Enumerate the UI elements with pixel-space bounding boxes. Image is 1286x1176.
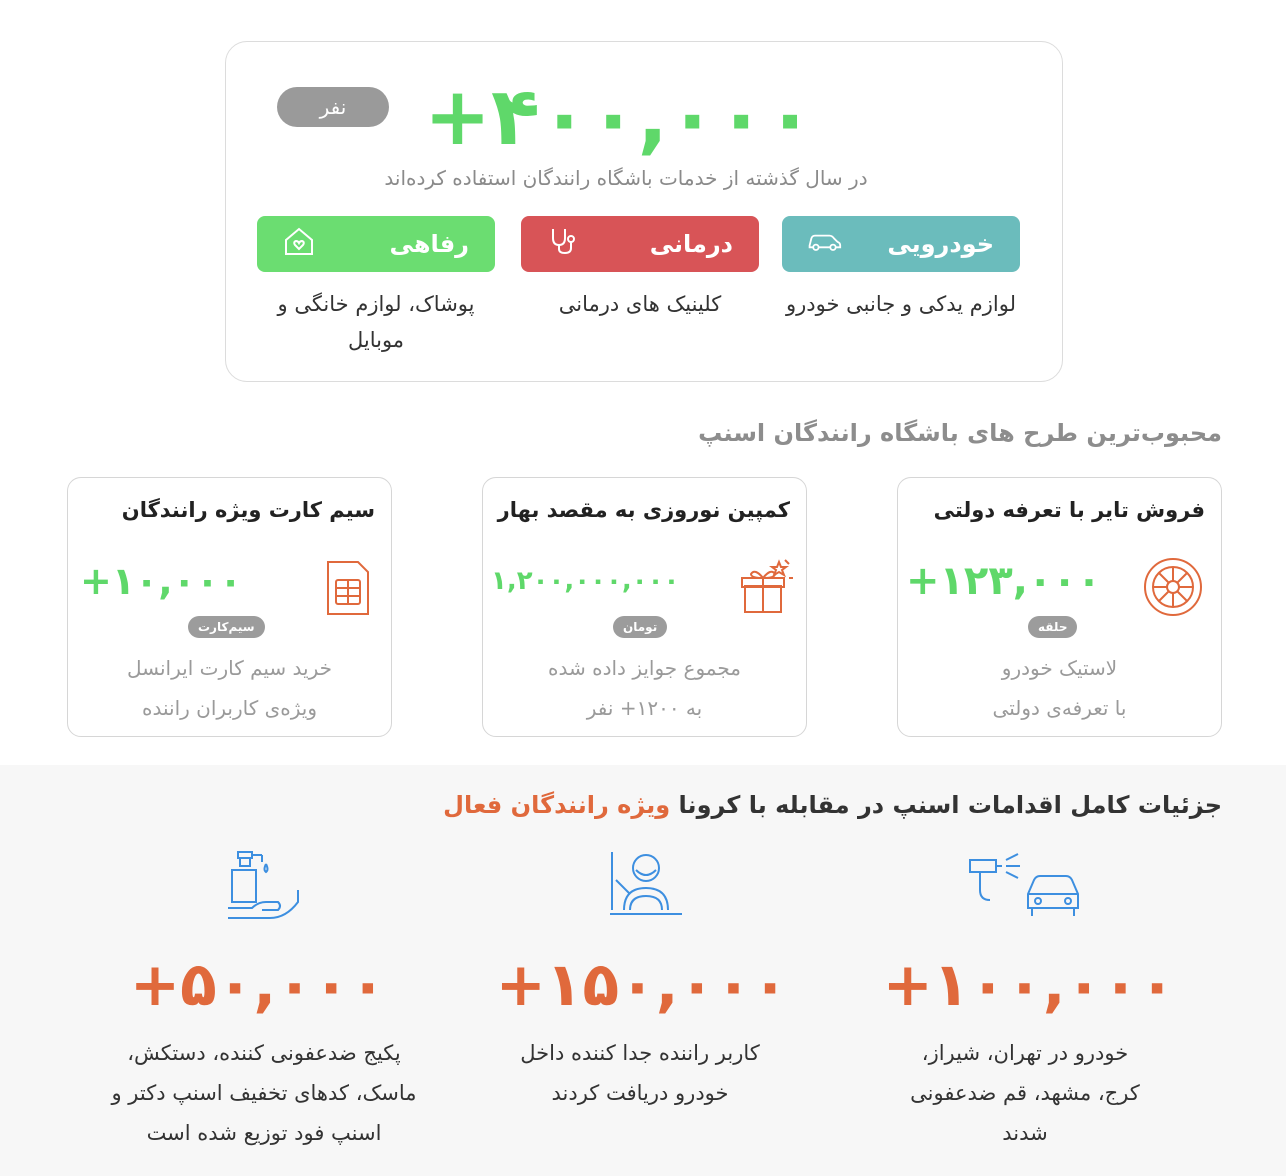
plan-number: +۱۲۳,۰۰۰: [906, 558, 1102, 604]
corona-description-line: ماسک، کدهای تخفیف اسنپ دکتر و: [111, 1081, 417, 1105]
hand-sanitizer-icon: [222, 850, 302, 922]
plan-description-line: مجموع جوایز داده شده: [548, 656, 741, 680]
corona-stat-number: +۱۰۰,۰۰۰: [882, 950, 1176, 1020]
plan-description: [908, 648, 1211, 728]
plan-number: ۱,۲۰۰,۰۰۰,۰۰۰: [491, 566, 680, 596]
corona-section-title: [400, 791, 1222, 819]
corona-stat-number: +۱۵۰,۰۰۰: [495, 950, 789, 1020]
home-heart-icon: [281, 226, 317, 262]
plan-description-line: با تعرفه‌ی دولتی: [992, 696, 1127, 720]
plan-unit-badge: حلقه: [1028, 616, 1077, 638]
popular-plans-title: محبوب‌ترین طرح های باشگاه رانندگان اسنپ: [698, 419, 1222, 447]
plan-title: فروش تایر با تعرفه دولتی: [933, 498, 1205, 522]
category-welfare-description: پوشاک، لوازم خانگی و موبایل: [277, 292, 475, 352]
plan-card-nowruz-campaign[interactable]: [482, 477, 807, 737]
car-disinfect-icon: [966, 850, 1086, 922]
corona-title-accent: ویژه رانندگان فعال: [443, 791, 671, 819]
category-medical-button[interactable]: [521, 216, 759, 272]
category-welfare-label: رفاهی: [389, 230, 469, 258]
category-auto-description: لوازم یدکی و جانبی خودرو: [786, 292, 1016, 316]
plan-description-line: لاستیک خودرو: [1001, 656, 1118, 680]
driver-mask-icon: [606, 850, 686, 922]
plan-title: سیم کارت ویژه رانندگان: [121, 498, 375, 522]
category-auto-button[interactable]: [782, 216, 1020, 272]
total-users-number: +۴۰۰,۰۰۰: [424, 70, 815, 163]
category-medical-label: درمانی: [649, 230, 733, 258]
car-icon: [806, 226, 842, 262]
plan-description-line: خرید سیم کارت ایرانسل: [126, 656, 332, 680]
corona-description-line: پکیج ضدعفونی کننده، دستکش،: [127, 1041, 401, 1065]
plan-title: کمپین نوروزی به مقصد بهار: [497, 498, 790, 522]
corona-description-line: اسنپ فود توزیع شده است: [146, 1121, 382, 1145]
corona-stat-description: [74, 1033, 454, 1153]
corona-stat-description: [835, 1033, 1215, 1153]
plan-description-line: به ۱۲۰۰+ نفر: [586, 696, 703, 720]
corona-description-line: کاربر راننده جدا کننده داخل: [520, 1041, 760, 1065]
stats-subtitle: در سال گذشته از خدمات باشگاه رانندگان استفاده کرده‌اند: [384, 166, 868, 190]
corona-title-main: جزئیات کامل اقدامات اسنپ در مقابله با کرونا: [678, 791, 1222, 819]
plan-description: [493, 648, 796, 728]
corona-description-line: خودرو دریافت کردند: [551, 1081, 729, 1105]
plan-number: +۱۰,۰۰۰: [80, 559, 243, 603]
corona-description-line: کرج، مشهد، قم ضدعفونی: [910, 1081, 1140, 1105]
category-medical-description: کلینیک های درمانی: [558, 292, 722, 316]
plan-card-sim-card[interactable]: [67, 477, 392, 737]
category-welfare-button[interactable]: [257, 216, 495, 272]
gift-icon: [735, 556, 797, 618]
unit-badge: نفر: [277, 87, 389, 127]
corona-measures-section: [0, 765, 1286, 1176]
plan-card-tires[interactable]: [897, 477, 1222, 737]
users-stats-card: [225, 41, 1063, 382]
corona-description-line: خودرو در تهران، شیراز،: [921, 1041, 1129, 1065]
stethoscope-icon: [545, 226, 581, 262]
tire-icon: [1142, 556, 1204, 618]
category-auto-label: خودرویی: [887, 230, 994, 258]
plan-description-line: ویژه‌ی کاربران راننده: [141, 696, 318, 720]
corona-stat-description: [450, 1033, 830, 1113]
corona-description-line: شدند: [1002, 1121, 1048, 1145]
plan-unit-badge: سیم‌کارت: [188, 616, 265, 638]
plan-description: [78, 648, 381, 728]
sim-card-icon: [316, 556, 378, 618]
corona-stat-number: +۵۰,۰۰۰: [129, 950, 387, 1020]
plan-unit-badge: تومان: [613, 616, 667, 638]
